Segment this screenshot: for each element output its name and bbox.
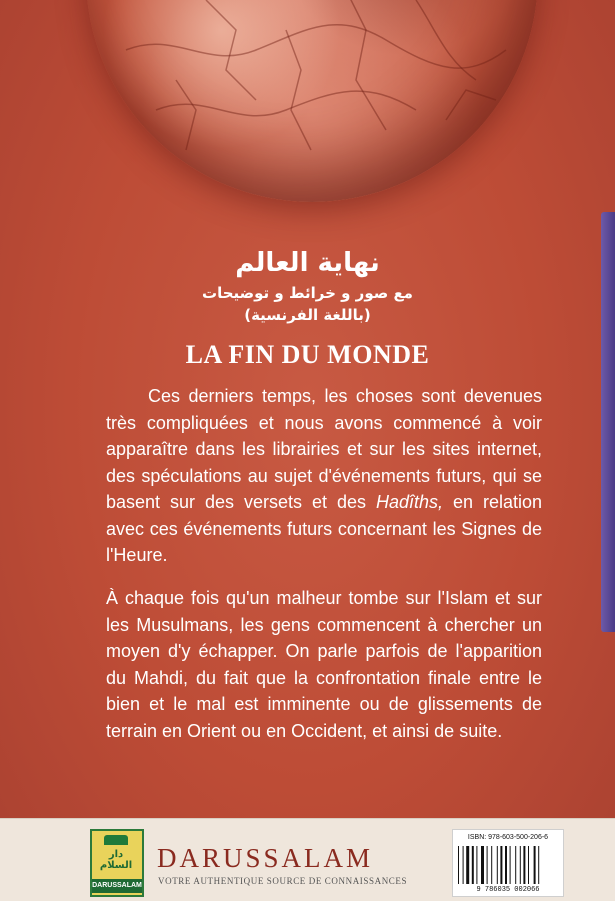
book-icon (104, 835, 128, 845)
description-paragraph-2: À chaque fois qu'un malheur tombe sur l'Islam et sur les Musulmans, les gens commencent à chercher un moyen d'y échapper. On parle parfois de l'apparition du Mahdi, du fait que la confrontation finale entre le bien et le mal est imminente ou de glissements de terrain en Orient ou en Occident, et ainsi de suite. (106, 588, 542, 741)
barcode-bars-icon (458, 846, 558, 884)
publisher-tagline: VOTRE AUTHENTIQUE SOURCE DE CONNAISSANCES (158, 876, 408, 886)
arabic-title: نهاية العالم (235, 248, 380, 278)
publisher-footer (0, 818, 615, 901)
arabic-language-note: (باللغة الفرنسية) (244, 306, 371, 324)
paragraph-1-italic-term: Hadîths, (375, 492, 443, 512)
barcode (452, 829, 564, 897)
description-paragraph-1 (106, 383, 542, 569)
logo-label: DARUSSALAM (92, 879, 142, 893)
barcode-number: 9 786035 002066 (476, 886, 540, 894)
planet-cracks (86, 0, 538, 202)
paragraph-1-text-end: en relation avec ces événements futurs concernant les Signes de l'Heure. (106, 492, 542, 565)
isbn-text: ISBN: 978-603-500-206-6 (467, 834, 549, 841)
publisher-name: DARUSSALAM (157, 843, 374, 873)
planet-image (86, 0, 538, 202)
book-title: LA FIN DU MONDE (185, 340, 430, 369)
publisher-logo (90, 829, 144, 897)
arabic-subtitle: مع صور و خرائط و توضيحات (202, 284, 413, 302)
logo-arabic-text: دار السلام (99, 849, 133, 871)
paragraph-1-text: Ces derniers temps, les choses sont devenues très compliquées et nous avons commencé à voir apparaître dans les librairies et sur les sites internet, des spéculations au sujet d'événements futurs, qui se basent sur des versets et des (106, 386, 542, 512)
